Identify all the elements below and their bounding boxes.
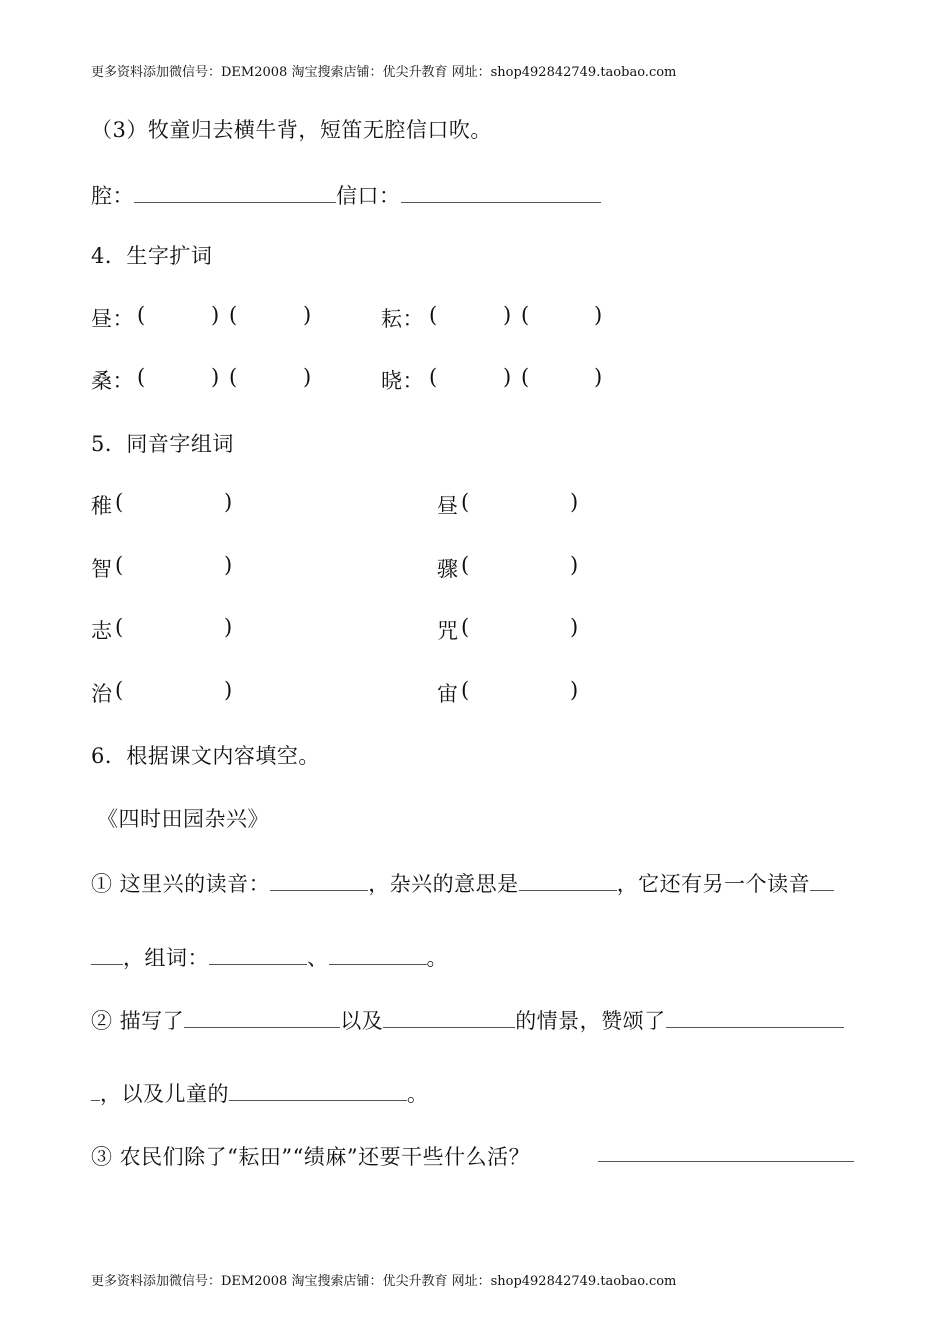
homophone-left-2: 智 — [91, 557, 113, 581]
paren-open: ( — [461, 678, 470, 702]
paren-open: ( — [429, 303, 438, 327]
q6-3-line — [91, 1141, 530, 1171]
q6-2-text-c: 的情景，赞颂了 — [515, 1009, 666, 1033]
label-xinkou: 信口： — [336, 184, 401, 208]
expand-item-zhou — [91, 303, 134, 333]
paren-open: ( — [461, 615, 470, 639]
paren-open: ( — [461, 490, 470, 514]
paren-close: ) — [303, 365, 312, 389]
blank-praise-part1[interactable] — [666, 1009, 844, 1028]
paren-open: ( — [229, 303, 238, 327]
paren-close: ) — [224, 678, 233, 702]
homophone-left-1: 稚 — [91, 494, 113, 518]
paren-close: ) — [594, 303, 603, 327]
paren-close: ) — [211, 365, 220, 389]
homophone-right-4: 宙 — [437, 682, 459, 706]
blank-describe-2[interactable] — [383, 1009, 515, 1028]
char-label: 昼： — [91, 307, 134, 331]
homophone-left-3: 志 — [91, 619, 113, 643]
blank-zaxing-meaning[interactable] — [519, 872, 617, 891]
poem-title: 《四时田园杂兴》 — [97, 807, 269, 831]
blank-qiang[interactable] — [134, 184, 336, 203]
expand-item-xiao: 晓： — [381, 369, 424, 393]
blank-word-1[interactable] — [209, 946, 307, 965]
q6-1-text-e: 、 — [307, 946, 329, 970]
q6-2-text-e: 。 — [407, 1082, 429, 1106]
paren-close: ) — [503, 365, 512, 389]
section-4-title: 4．生字扩词 — [91, 244, 213, 268]
paren-open: ( — [115, 615, 124, 639]
q6-2-text-d: ，以及儿童的 — [100, 1082, 229, 1106]
paren-open: ( — [137, 303, 146, 327]
expand-item-sang: 桑： — [91, 369, 134, 393]
paren-close: ) — [570, 553, 579, 577]
section-6-title: 6．根据课文内容填空。 — [91, 744, 320, 768]
paren-open: ( — [461, 553, 470, 577]
paren-open: ( — [521, 365, 530, 389]
paren-close: ) — [224, 490, 233, 514]
homophone-right-3: 咒 — [437, 619, 459, 643]
paren-close: ) — [570, 615, 579, 639]
q6-1-line1 — [91, 868, 834, 898]
blank-xing-pronunciation[interactable] — [270, 872, 368, 891]
paren-close: ) — [224, 553, 233, 577]
q6-1-text-f: 。 — [426, 946, 448, 970]
paren-open: ( — [115, 490, 124, 514]
q6-2-line1 — [91, 1005, 844, 1035]
q6-2-text-b: 以及 — [340, 1009, 384, 1033]
question-3-sentence: （3）牧童归去横牛背，短笛无腔信口吹。 — [91, 118, 492, 142]
blank-children[interactable] — [229, 1082, 407, 1101]
q6-1-text-c: ，它还有另一个读音 — [616, 872, 811, 896]
blank-other-reading-part2[interactable] — [91, 946, 123, 965]
q6-1-text-d: ，组词： — [123, 946, 209, 970]
paren-open: ( — [521, 303, 530, 327]
blank-other-work[interactable] — [598, 1161, 854, 1162]
paren-close: ) — [224, 615, 233, 639]
blank-other-reading-part1[interactable] — [810, 872, 834, 891]
header-note: 更多资料添加微信号：DEM2008 淘宝搜索店铺：优尖升教育 网址：shop492842749.taobao.com — [91, 65, 677, 80]
homophone-right-2: 骤 — [437, 557, 459, 581]
q6-2-text-a: ② 描写了 — [91, 1009, 185, 1033]
paren-open: ( — [115, 553, 124, 577]
q6-2-line2 — [91, 1078, 429, 1108]
blank-describe-1[interactable] — [184, 1009, 340, 1028]
paren-close: ) — [594, 365, 603, 389]
paren-close: ) — [570, 490, 579, 514]
q6-1-line2 — [91, 942, 448, 972]
blank-praise-part2[interactable] — [91, 1082, 100, 1101]
section-5-title: 5．同音字组词 — [91, 432, 234, 456]
paren-open: ( — [137, 365, 146, 389]
q6-3-text: ③ 农民们除了“耘田”“绩麻”还要干些什么活？ — [91, 1145, 531, 1169]
expand-item-yun: 耘： — [381, 307, 424, 331]
q6-1-text-b: ，杂兴的意思是 — [368, 872, 519, 896]
blank-word-2[interactable] — [329, 946, 427, 965]
homophone-left-4: 治 — [91, 682, 113, 706]
paren-close: ) — [570, 678, 579, 702]
paren-close: ) — [211, 303, 220, 327]
blank-xinkou[interactable] — [401, 184, 601, 203]
q6-1-text-a: ① 这里兴的读音： — [91, 872, 271, 896]
footer-note: 更多资料添加微信号：DEM2008 淘宝搜索店铺：优尖升教育 网址：shop492842749.taobao.com — [91, 1274, 677, 1289]
paren-open: ( — [115, 678, 124, 702]
q3-answer-row — [91, 180, 601, 210]
paren-close: ) — [503, 303, 512, 327]
paren-open: ( — [229, 365, 238, 389]
paren-close: ) — [303, 303, 312, 327]
homophone-right-1: 昼 — [437, 494, 459, 518]
label-qiang: 腔： — [91, 184, 134, 208]
paren-open: ( — [429, 365, 438, 389]
